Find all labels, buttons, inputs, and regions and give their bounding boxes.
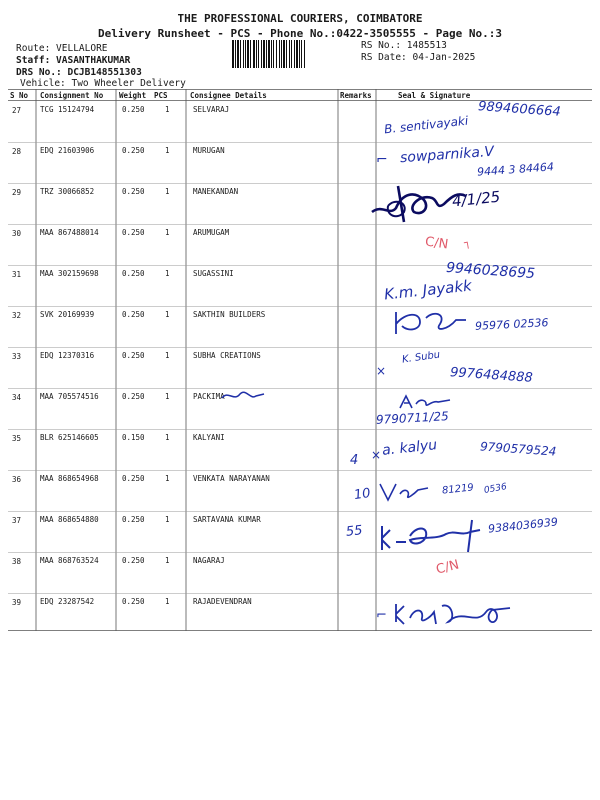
table-row [0, 470, 600, 511]
red-ink-mark: ┐ [462, 235, 472, 250]
weight-cell: 0.250 [122, 556, 145, 565]
consignment-cell: SVK 20169939 [40, 310, 95, 319]
table-row [0, 224, 600, 265]
weight-cell: 0.250 [122, 105, 145, 114]
consignment-cell: MAA 705574516 [40, 392, 99, 401]
pcs-cell: 1 [165, 228, 170, 237]
col-weight-header: Weight [119, 91, 147, 100]
sno-cell: 38 [12, 557, 22, 566]
staff-label: Staff: VASANTHAKUMAR [16, 55, 131, 66]
pcs-cell: 1 [165, 146, 170, 155]
col-consignment-header: Consignment No [40, 91, 104, 100]
pcs-cell: 1 [165, 597, 170, 606]
weight-cell: 0.250 [122, 474, 145, 483]
weight-cell: 0.250 [122, 597, 145, 606]
weight-cell: 0.250 [122, 146, 145, 155]
sno-cell: 27 [12, 106, 22, 115]
weight-cell: 0.150 [122, 433, 145, 442]
consignment-cell: MAA 868763524 [40, 556, 99, 565]
handwritten-phone: 9894606664 [477, 99, 562, 120]
sno-cell: 39 [12, 598, 22, 607]
pcs-cell: 1 [165, 269, 170, 278]
handwritten-scribble [220, 388, 268, 404]
sno-cell: 34 [12, 393, 22, 402]
sno-cell: 28 [12, 147, 22, 156]
handwritten-signature-scribble [396, 392, 460, 412]
sno-cell: 31 [12, 270, 22, 279]
red-ink-mark: C/N [424, 234, 450, 253]
consignee-cell: SARTAVANA KUMAR [193, 515, 261, 524]
handwritten-signature-scribble [390, 308, 480, 338]
table-row [0, 388, 600, 429]
vehicle-label: Vehicle: Two Wheeler Delivery [20, 78, 186, 89]
red-ink-mark: C/N [434, 557, 461, 578]
pcs-cell: 1 [165, 515, 170, 524]
pcs-cell: 1 [165, 474, 170, 483]
handwritten-number: 0536 [483, 482, 508, 496]
consignee-cell: SAKTHIN BUILDERS [193, 310, 266, 319]
handwritten-phone: 9790579524 [479, 439, 557, 459]
consignment-cell: MAA 302159698 [40, 269, 99, 278]
handwritten-phone: 9384036939 [487, 515, 559, 536]
weight-cell: 0.250 [122, 351, 145, 360]
handwritten-signature: K.m. Jayakk [383, 276, 473, 304]
handwritten-signature-scribble [376, 478, 440, 506]
pcs-cell: 1 [165, 433, 170, 442]
consignment-cell: EDQ 12370316 [40, 351, 95, 360]
rs-date: RS Date: 04-Jan-2025 [361, 52, 476, 63]
consignment-cell: EDQ 21603906 [40, 146, 95, 155]
consignee-cell: MURUGAN [193, 146, 225, 155]
consignee-cell: SUBHA CREATIONS [193, 351, 261, 360]
handwritten-date: 4/1/25 [451, 187, 502, 211]
consignment-cell: TRZ 30066852 [40, 187, 95, 196]
weight-cell: 0.250 [122, 310, 145, 319]
handwritten-remark: 55 [345, 523, 364, 540]
pcs-cell: 1 [165, 105, 170, 114]
col-sno-header: S No [10, 91, 29, 100]
weight-cell: 0.250 [122, 228, 145, 237]
handwritten-signature-scribble [376, 518, 486, 556]
handwritten-signature: B. sentivayaki [383, 113, 469, 137]
col-pcs-header: PCS [154, 91, 168, 100]
sno-cell: 35 [12, 434, 22, 443]
handwritten-mark: × [371, 448, 382, 462]
handwritten-signature-scribble [392, 598, 522, 628]
pcs-cell: 1 [165, 187, 170, 196]
handwritten-phone: 9444 3 84464 [476, 160, 555, 179]
consignee-cell: VENKATA NARAYANAN [193, 474, 270, 483]
consignment-cell: EDQ 23287542 [40, 597, 95, 606]
table-row [0, 552, 600, 593]
handwritten-signature: a. kalyu [381, 437, 438, 459]
consignee-cell: KALYANI [193, 433, 225, 442]
handwritten-remark: 4 [350, 453, 359, 468]
rs-number: RS No.: 1485513 [361, 40, 447, 51]
handwritten-remark: 10 [353, 485, 372, 504]
consignee-cell: SELVARAJ [193, 105, 230, 114]
runsheet-title: Delivery Runsheet - PCS - Phone No.:0422-3505555 - Page No.:3 [98, 27, 502, 40]
consignment-cell: MAA 867488014 [40, 228, 99, 237]
pcs-cell: 1 [165, 556, 170, 565]
consignment-cell: TCG 15124794 [40, 105, 95, 114]
consignee-cell: SUGASSINI [193, 269, 234, 278]
pcs-cell: 1 [165, 392, 170, 401]
route-label: Route: VELLALORE [16, 43, 108, 54]
handwritten-mark: ⌐ [376, 152, 388, 168]
consignee-cell: NAGARAJ [193, 556, 225, 565]
sno-cell: 37 [12, 516, 22, 525]
consignment-cell: BLR 625146605 [40, 433, 99, 442]
consignee-cell: ARUMUGAM [193, 228, 230, 237]
weight-cell: 0.250 [122, 187, 145, 196]
drs-label: DRS No.: DCJB148551303 [16, 67, 142, 78]
company-title: THE PROFESSIONAL COURIERS, COIMBATORE [177, 12, 423, 25]
pcs-cell: 1 [165, 351, 170, 360]
weight-cell: 0.250 [122, 515, 145, 524]
consignment-cell: MAA 868654880 [40, 515, 99, 524]
handwritten-mark: × [376, 364, 387, 378]
col-consignee-header: Consignee Details [190, 91, 267, 100]
handwritten-date: 9790711/25 [375, 409, 450, 427]
pcs-cell: 1 [165, 310, 170, 319]
handwritten-signature: sowparnika.V [399, 143, 495, 167]
consignee-cell: PACKIMA [193, 392, 225, 401]
handwritten-mark: ⌐ [376, 608, 387, 623]
consignee-cell: MANEKANDAN [193, 187, 239, 196]
handwritten-phone: 9946028695 [445, 259, 536, 283]
handwritten-phone: 95976 02536 [474, 316, 549, 333]
handwritten-phone: 9976484888 [449, 365, 534, 386]
col-signature-header: Seal & Signature [398, 91, 471, 100]
sno-cell: 30 [12, 229, 22, 238]
sno-cell: 32 [12, 311, 22, 320]
consignment-cell: MAA 868654968 [40, 474, 99, 483]
handwritten-signature: K. Subu [401, 349, 441, 366]
col-remarks-header: Remarks [340, 91, 372, 100]
sno-cell: 33 [12, 352, 22, 361]
sno-cell: 29 [12, 188, 22, 197]
sno-cell: 36 [12, 475, 22, 484]
weight-cell: 0.250 [122, 392, 145, 401]
weight-cell: 0.250 [122, 269, 145, 278]
consignee-cell: RAJADEVENDRAN [193, 597, 252, 606]
handwritten-phone: 81219 [441, 482, 475, 497]
